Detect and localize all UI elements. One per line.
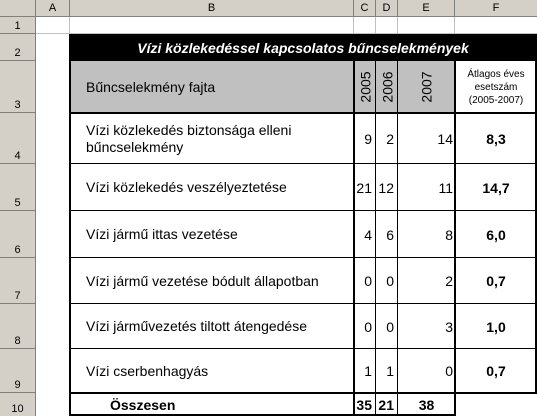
row-label[interactable]: Vízi közlekedés biztonsága elleni bűncselekmény xyxy=(86,121,292,155)
cell-2005[interactable]: 1 xyxy=(364,363,372,379)
cell-2006[interactable]: 0 xyxy=(386,273,394,289)
column-header-e[interactable]: E xyxy=(398,0,455,17)
cell-average[interactable]: 1,0 xyxy=(486,318,506,335)
year-text: 2005 xyxy=(358,71,374,103)
row-header-10[interactable]: 10 xyxy=(0,393,36,416)
header-average-line: Átlagos éves xyxy=(467,68,525,80)
cell-2007[interactable]: 8 xyxy=(445,226,453,243)
row-header-7[interactable]: 7 xyxy=(0,258,36,304)
cell-2006[interactable]: 6 xyxy=(386,226,394,243)
row-header-8[interactable]: 8 xyxy=(0,304,36,349)
table-title[interactable]: Vízi közlekedéssel kapcsolatos bűncselekmények xyxy=(70,34,536,61)
cell-2005[interactable]: 0 xyxy=(364,318,372,335)
gridline xyxy=(353,17,354,34)
header-year-2007[interactable] xyxy=(410,61,444,113)
row-header-4[interactable]: 4 xyxy=(0,113,36,164)
total-label[interactable]: Összesen xyxy=(110,396,176,413)
table-border xyxy=(69,112,537,114)
column-header-d[interactable]: D xyxy=(376,0,398,17)
header-year-2005[interactable] xyxy=(355,61,377,113)
row-header-5[interactable]: 5 xyxy=(0,164,36,211)
cell-average[interactable]: 0,7 xyxy=(486,363,506,379)
gridline xyxy=(375,17,376,34)
row-header-2[interactable]: 2 xyxy=(0,34,36,61)
table-border xyxy=(454,61,456,416)
row-header-9[interactable]: 9 xyxy=(0,349,36,393)
header-average-line: esetszám xyxy=(474,81,518,93)
table-border xyxy=(353,61,355,416)
cell-2007[interactable]: 0 xyxy=(445,363,453,379)
column-header-a[interactable]: A xyxy=(36,0,70,17)
row-label[interactable]: Vízi jármű ittas vezetése xyxy=(86,226,238,242)
column-header-c[interactable]: C xyxy=(354,0,376,17)
cell-2005[interactable]: 0 xyxy=(364,273,372,289)
cell-average[interactable]: 0,7 xyxy=(486,273,506,289)
cell-2005[interactable]: 9 xyxy=(364,130,372,147)
table-border xyxy=(69,210,537,211)
cell-2006[interactable]: 12 xyxy=(378,179,394,196)
cell-average[interactable]: 6,0 xyxy=(486,226,506,243)
column-header-f[interactable]: F xyxy=(455,0,537,17)
table-border xyxy=(69,303,537,304)
total-2007[interactable]: 38 xyxy=(418,396,435,413)
table-border xyxy=(69,392,537,394)
cell-2007[interactable]: 14 xyxy=(437,130,453,147)
column-header-b[interactable]: B xyxy=(70,0,354,17)
table-border xyxy=(69,257,537,258)
header-average-line: (2005-2007) xyxy=(468,94,524,106)
row-label[interactable]: Vízi cserbenhagyás xyxy=(86,362,209,379)
cell-2006[interactable]: 2 xyxy=(386,130,394,147)
cell-2007[interactable]: 3 xyxy=(445,318,453,335)
table-border xyxy=(69,348,537,349)
header-average[interactable] xyxy=(455,61,537,113)
header-label[interactable]: Bűncselekmény fajta xyxy=(86,79,216,95)
cell-2007[interactable]: 11 xyxy=(438,179,453,196)
row-label[interactable]: Vízi járművezetés tiltott átengedése xyxy=(86,318,308,334)
total-2005[interactable]: 35 xyxy=(356,396,372,413)
cell-average[interactable]: 14,7 xyxy=(482,179,510,196)
cell-2006[interactable]: 1 xyxy=(386,363,394,379)
table-border xyxy=(397,61,398,416)
year-text: 2007 xyxy=(419,71,435,103)
cell-average[interactable]: 8,3 xyxy=(486,130,506,147)
select-all-corner[interactable] xyxy=(0,0,36,17)
table-border xyxy=(69,163,537,164)
row-header-6[interactable]: 6 xyxy=(0,211,36,258)
cell-2007[interactable]: 2 xyxy=(445,273,453,289)
cell-2006[interactable]: 0 xyxy=(386,318,394,335)
gridline xyxy=(397,17,398,34)
table-border xyxy=(375,61,376,416)
row-header-1[interactable]: 1 xyxy=(0,17,36,34)
table-border xyxy=(69,34,71,416)
cell-2005[interactable]: 21 xyxy=(356,179,372,196)
gridline xyxy=(454,17,455,34)
row-header-3[interactable]: 3 xyxy=(0,61,36,113)
year-text: 2006 xyxy=(380,71,396,103)
cell-2005[interactable]: 4 xyxy=(364,226,372,243)
total-2006[interactable]: 21 xyxy=(378,396,394,413)
row-label[interactable]: Vízi jármű vezetése bódult állapotban xyxy=(86,272,319,289)
row-label[interactable]: Vízi közlekedés veszélyeztetése xyxy=(86,179,287,195)
header-year-2006[interactable] xyxy=(377,61,399,113)
